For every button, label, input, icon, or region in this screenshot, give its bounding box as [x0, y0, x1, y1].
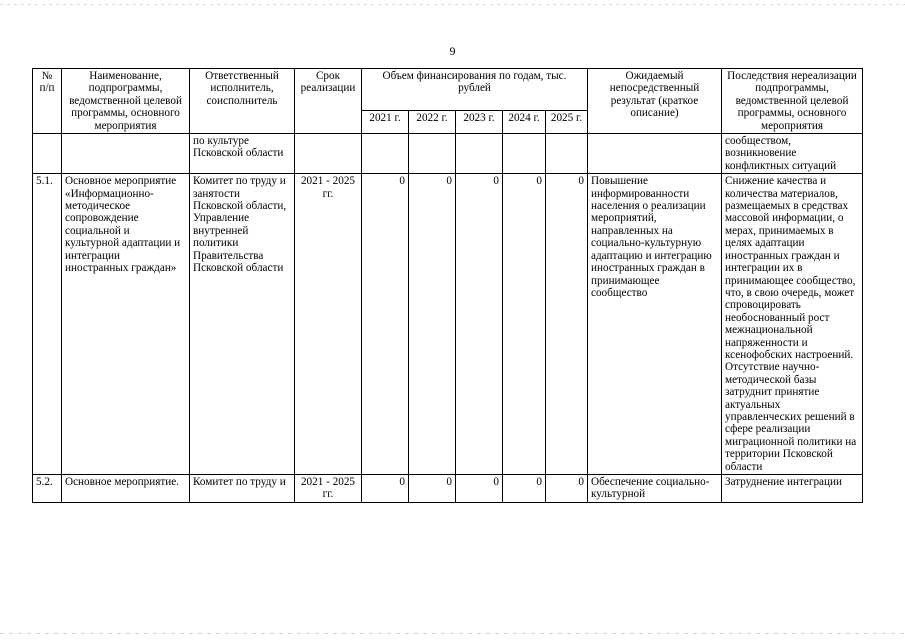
cell-2025 [546, 134, 588, 174]
cell-term [295, 134, 362, 174]
table-row [33, 475, 863, 503]
cell-result [588, 134, 722, 174]
page-number: 9 [449, 44, 456, 58]
cell-name: Основное мероприятие. [62, 475, 190, 503]
cell-2024: 0 [503, 475, 546, 503]
header-name: Наименование, подпрограммы, ведомственной целевой программы, основного мероприятия [62, 69, 190, 134]
cell-responsible: Комитет по труду и занятости Псковской области, Управление внутренней политики Правительства Псковской области [190, 174, 295, 475]
table-row [33, 174, 863, 475]
cell-2023: 0 [456, 475, 503, 503]
cell-2022: 0 [409, 174, 456, 475]
header-term: Срок реализации [295, 69, 362, 134]
cell-consequences: Затруднение интеграции [722, 475, 863, 503]
cell-name [62, 134, 190, 174]
cell-2021 [362, 134, 409, 174]
scan-artifact-bottom [0, 633, 905, 634]
cell-number: 5.2. [33, 475, 62, 503]
header-year-2024: 2024 г. [503, 110, 546, 133]
header-year-2021: 2021 г. [362, 110, 409, 133]
cell-2024: 0 [503, 174, 546, 475]
cell-2021: 0 [362, 174, 409, 475]
cell-responsible: Комитет по труду и [190, 475, 295, 503]
table-row [33, 134, 863, 174]
cell-result: Повышение информированности населения о реализации мероприятий, направленных на социально-культурную адаптацию и интеграцию иностранных граждан в принимающее сообщество [588, 174, 722, 475]
cell-2022: 0 [409, 475, 456, 503]
cell-number: 5.1. [33, 174, 62, 475]
cell-term: 2021 - 2025 гг. [295, 174, 362, 475]
cell-consequences: сообществом, возникновение конфликтных ситуаций [722, 134, 863, 174]
header-consequences: Последствия нереализации подпрограммы, ведомственной целевой программы, основного мероприятия [722, 69, 863, 134]
header-year-2022: 2022 г. [409, 110, 456, 133]
cell-responsible: по культуре Псковской области [190, 134, 295, 174]
program-table [32, 68, 863, 503]
cell-2024 [503, 134, 546, 174]
cell-number [33, 134, 62, 174]
header-result: Ожидаемый непосредственный результат (краткое описание) [588, 69, 722, 134]
cell-2022 [409, 134, 456, 174]
header-year-2023: 2023 г. [456, 110, 503, 133]
scan-artifact-top [0, 4, 905, 5]
cell-2023: 0 [456, 174, 503, 475]
cell-2021: 0 [362, 475, 409, 503]
cell-2023 [456, 134, 503, 174]
cell-result: Обеспечение социально-культурной [588, 475, 722, 503]
header-number: № п/п [33, 69, 62, 134]
cell-name: Основное мероприятие «Информационно-методическое сопровождение социальной и культурной адаптации и интеграции иностранных граждан» [62, 174, 190, 475]
cell-consequences: Снижение качества и количества материалов, размещаемых в средствах массовой информации, о мерах, принимаемых в целях адаптации иностранных граждан и интеграции их в принимающее сообщество, что, в свою очередь, может спровоцировать необоснованный рост межнациональной напряженности и ксенофобских настроений. Отсутствие научно-методической базы затруднит принятие актуальных управленческих решений в сфере реализации миграционной политики на территории Псковской области [722, 174, 863, 475]
cell-term: 2021 - 2025 гг. [295, 475, 362, 503]
cell-2025: 0 [546, 475, 588, 503]
table-header-row [33, 69, 863, 111]
cell-2025: 0 [546, 174, 588, 475]
header-financing: Объем финансирования по годам, тыс. рублей [362, 69, 588, 111]
header-responsible: Ответственный исполнитель, соисполнитель [190, 69, 295, 134]
header-year-2025: 2025 г. [546, 110, 588, 133]
